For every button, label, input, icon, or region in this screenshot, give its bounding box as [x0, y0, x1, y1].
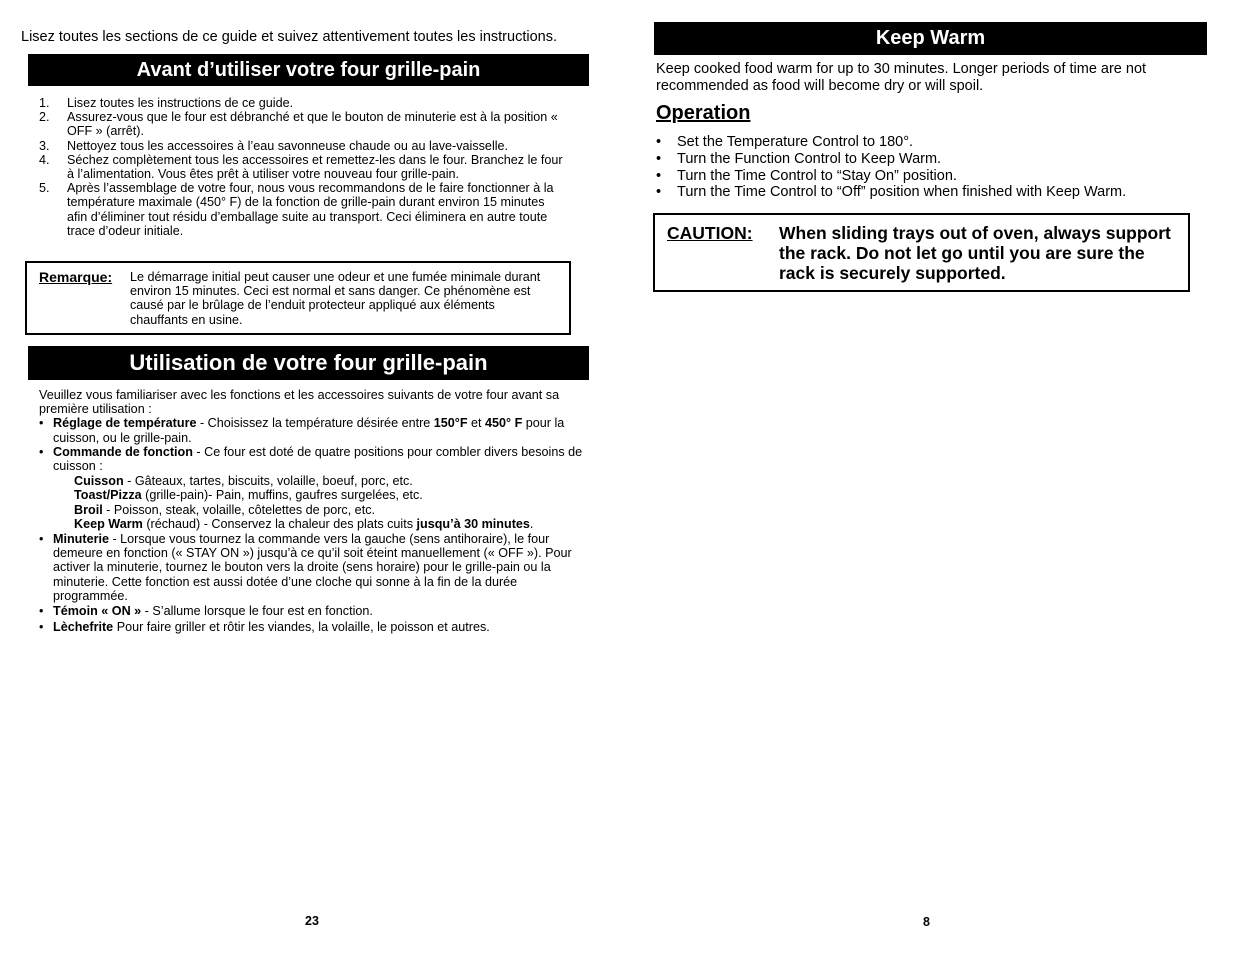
list-item: • Turn the Time Control to “Off” position when finished with Keep Warm.: [656, 184, 1127, 201]
list-item: 2. Assurez-vous que le four est débranché et que le bouton de minuterie est à la position « OFF » (arrêt).: [39, 110, 558, 139]
list-item: • Réglage de température - Choisissez la température désirée entre 150°F et 450° F pour la cuisson, ou le grille-pain.: [39, 416, 565, 445]
usage-content: [39, 388, 584, 634]
list-item: Broil - Poisson, steak, volaille, côtelettes de porc, etc.: [74, 502, 375, 517]
list-item: • Turn the Time Control to “Stay On” position.: [656, 167, 957, 184]
caution-text: When sliding trays out of oven, always support the rack. Do not let go until you are sure the rack is securely supported.: [779, 223, 1171, 283]
caution-box: [653, 213, 1190, 292]
list-item: 4. Séchez complètement tous les accessoires et remettez-les dans le four. Branchez le four à l’alimentation. Vous êtes prêt à utiliser votre nouveau four grille-pain.: [39, 152, 563, 182]
operation-heading: Operation: [656, 102, 751, 124]
section-title-usage: Utilisation de votre four grille-pain: [28, 346, 589, 380]
list-item: 1. Lisez toutes les instructions de ce guide.: [39, 96, 294, 110]
list-item: 5. Après l’assemblage de votre four, nous vous recommandons de le faire fonctionner à la température maximale (450° F) de la fonction de grille-pain durant environ 15 minutes afin d’éliminer tout résidu d’emballage suite au transport. Ceci éliminera en autre toute trace d’odeur initiale.: [39, 181, 554, 238]
list-item: 3. Nettoyez tous les accessoires à l’eau savonneuse chaude ou au lave-vaisselle.: [39, 138, 509, 153]
function-modes: [53, 474, 584, 531]
left-intro: Lisez toutes les sections de ce guide et suivez attentivement toutes les instructions.: [21, 29, 557, 45]
section-title-keep-warm: Keep Warm: [654, 22, 1207, 55]
keep-warm-intro: Keep cooked food warm for up to 30 minutes. Longer periods of time are not recommended as food will become dry or will spoil.: [656, 61, 1147, 94]
remark-box: [25, 261, 571, 335]
list-item: • Témoin « ON » - S’allume lorsque le four est en fonction.: [39, 604, 373, 619]
list-item: Keep Warm (réchaud) - Conservez la chaleur des plats cuits jusqu’à 30 minutes.: [74, 516, 534, 531]
remark-text: Le démarrage initial peut causer une odeur et une fumée minimale durant environ 15 minutes. Ceci est normal et sans danger. Ce phénomène est causé par le brûlage de l’enduit protecteur appliqué aux éléments chauffants en usine.: [130, 270, 541, 327]
list-item: • Minuterie - Lorsque vous tournez la commande vers la gauche (sens antihoraire), le four demeure en fonction (« STAY ON ») jusqu’à ce qu’il soit éteint manuellement (« OFF »). Pour activer la minuterie, tournez le bouton vers la droite (sens horaire) pour le grille-pain ou la minuterie. Cette fonction est aussi dotée d’une cloche qui sonne à la fin de la durée programmée.: [39, 532, 572, 603]
setup-steps-list: [39, 96, 564, 238]
list-item: Cuisson - Gâteaux, tartes, biscuits, volaille, boeuf, porc, etc.: [74, 474, 413, 489]
list-item: • Turn the Function Control to Keep Warm.: [656, 150, 942, 167]
caution-label: CAUTION:: [667, 223, 753, 243]
page-number-left: 23: [305, 914, 319, 928]
list-item: • Lèchefrite Pour faire griller et rôtir les viandes, la volaille, le poisson et autres.: [39, 620, 490, 635]
operation-list: [656, 134, 1206, 201]
list-item: • Set the Temperature Control to 180°.: [656, 134, 914, 150]
remark-label: Remarque:: [39, 269, 113, 285]
page-number-right: 8: [923, 915, 930, 929]
section-title-before-use: Avant d’utiliser votre four grille-pain: [28, 54, 589, 86]
usage-intro: Veuillez vous familiariser avec les fonctions et les accessoires suivants de votre four avant sa première utilisation :: [39, 388, 560, 417]
list-item: Toast/Pizza (grille-pain)- Pain, muffins, gaufres surgelées, etc.: [74, 488, 423, 503]
list-item: • Commande de fonction - Ce four est doté de quatre positions pour combler divers besoins de cuisson : Cuisson - Gâteaux, tartes, biscuits, volaille, boeuf, porc, etc. Toast/Pizza (grille-pain)- Pain, muffins, gaufres surgelées, etc. Broil - Poisson, steak, volaille, côtelettes de porc, etc. Keep Warm (réchaud) - Conservez la chaleur des plats cuits jusqu’à 30 minutes.: [39, 444, 583, 531]
